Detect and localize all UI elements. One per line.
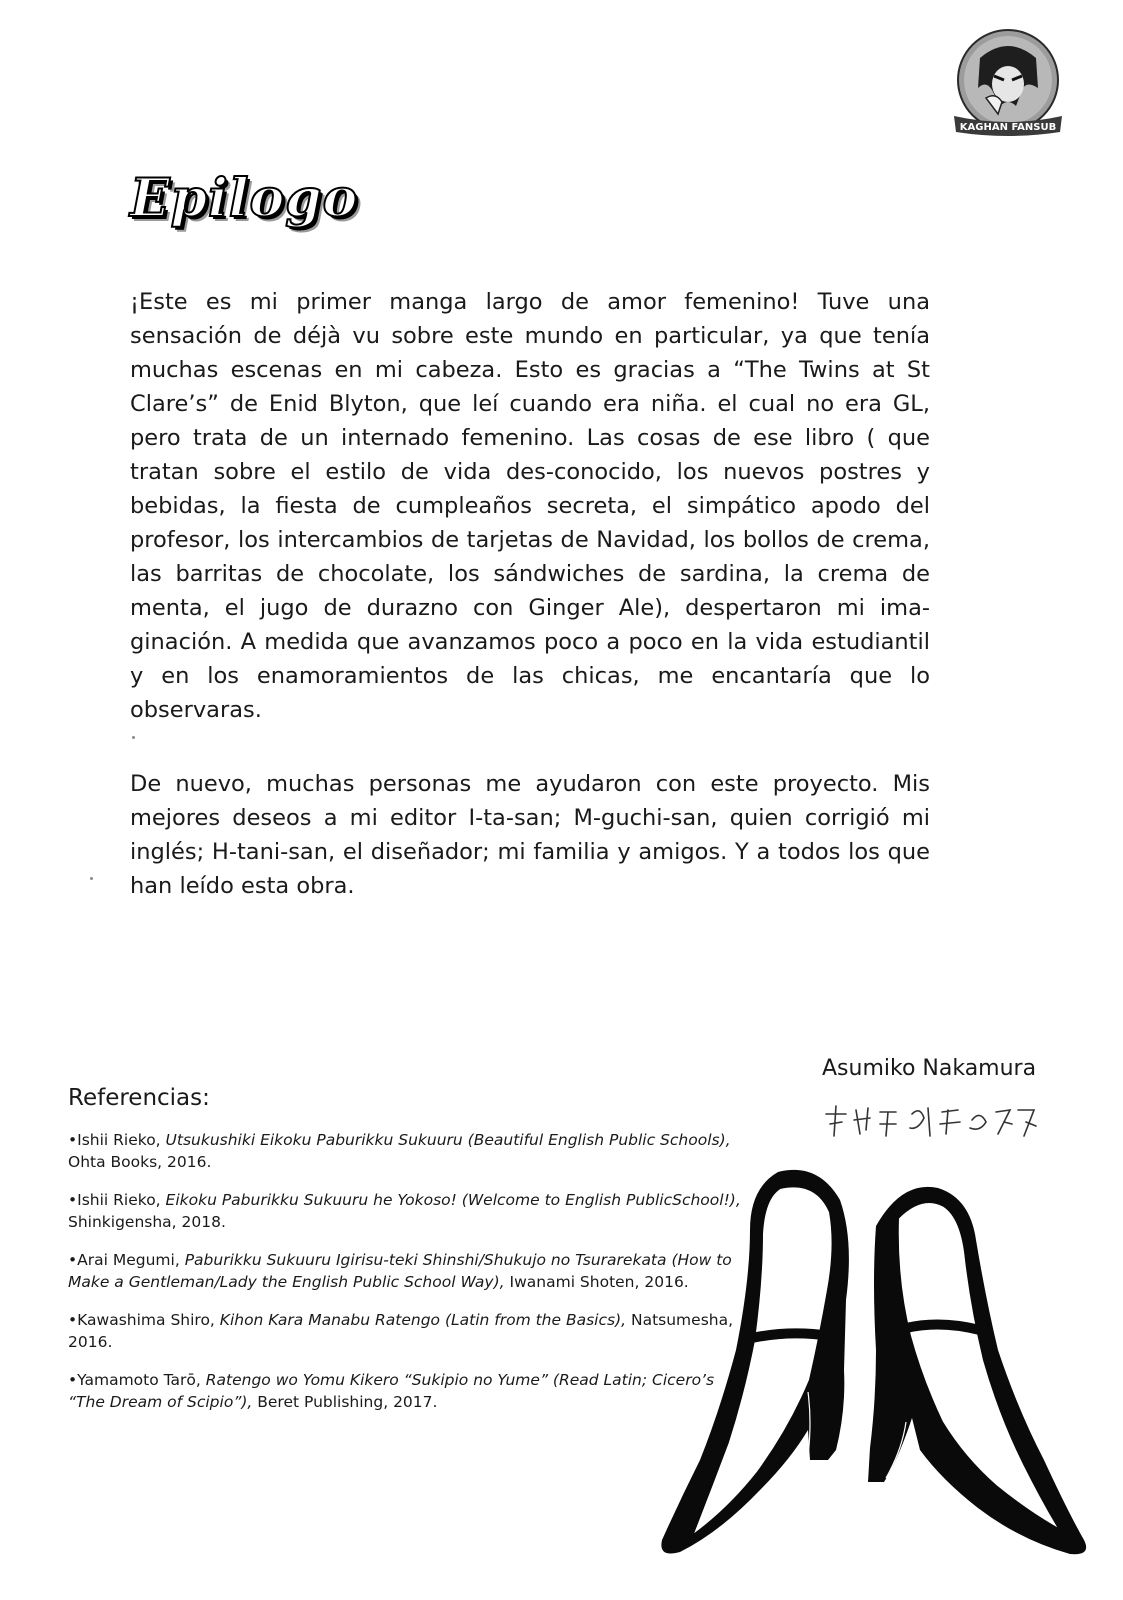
- reference-author: •Yamamoto Tarō,: [68, 1371, 206, 1389]
- speck: [90, 877, 93, 880]
- paragraph-1: ¡Este es mi primer manga largo de amor femenino! Tuve una sensación de déjà vu sobre este mundo en particular, ya que tenía muchas escenas en mi cabeza. Esto es gracias a “The Twins at St Clare’s” de Enid Blyton, que leí cuando era niña. el cual no era GL, pero trata de un internado femenino. Las cosas de ese libro ( que tratan sobre el estilo de vida des-conocido, los nuevos postres y bebidas, la fiesta de cumpleaños secreta, el simpático apodo del profesor, los intercambios de tarjetas de Navidad, los bollos de crema, las barritas de chocolate, los sándwiches de sardina, la crema de menta, el jugo de durazno con Ginger Ale), despertaron mi ima-ginación. A medida que avanzamos poco a poco en la vida estudiantil y en los enamoramientos de las chicas, me encantaría que lo observaras.: [130, 289, 930, 723]
- reference-title: Kihon Kara Manabu Ratengo (Latin from the Basics),: [219, 1311, 627, 1329]
- reference-publisher: Iwanami Shoten, 2016.: [504, 1273, 689, 1291]
- signature-icon: [820, 1100, 1040, 1144]
- paragraph-2: De nuevo, muchas personas me ayudaron con este proyecto. Mis mejores deseos a mi editor I-ta-san; M-guchi-san, quien corrigió mi inglés; H-tani-san, el diseñador; mi familia y amigos. Y a todos los que han leído esta obra.: [130, 771, 930, 899]
- scanlation-group-logo: [946, 28, 1070, 138]
- reference-title: Ratengo wo Yomu Kikero “Sukipio no Yume” (Read Latin; Cicero’s “The Dream of Scipio”),: [68, 1371, 715, 1411]
- page-title: Epilogo: [130, 168, 359, 229]
- reference-title: Utsukushiki Eikoku Paburikku Sukuuru (Beautiful English Public Schools),: [165, 1131, 731, 1149]
- logo-text: KAGHAN FANSUB: [959, 122, 1057, 133]
- reference-publisher: Shinkigensha, 2018.: [68, 1213, 226, 1231]
- reference-author: •Kawashima Shiro,: [68, 1311, 220, 1329]
- reference-author: •Ishii Rieko,: [68, 1131, 166, 1149]
- references-heading: Referencias:: [68, 1085, 210, 1111]
- reference-title: Paburikku Sukuuru Igirisu-teki Shinshi/Shukujo no Tsurarekata (How to Make a Gentleman/Lady the English Public School Way),: [68, 1251, 732, 1291]
- shoes-illustration: [640, 1160, 1110, 1560]
- reference-publisher: Beret Publishing, 2017.: [252, 1393, 438, 1411]
- shoes-icon: [640, 1160, 1110, 1560]
- reference-author: •Arai Megumi,: [68, 1251, 185, 1269]
- author-name: Asumiko Nakamura: [822, 1056, 1037, 1081]
- epilogue-body: [130, 285, 930, 903]
- speck: [132, 736, 135, 739]
- reference-publisher: Natsumesha, 2016.: [68, 1311, 734, 1351]
- reference-author: •Ishii Rieko,: [68, 1191, 166, 1209]
- reference-title: Eikoku Paburikku Sukuuru he Yokoso! (Welcome to English PublicSchool!),: [165, 1191, 741, 1209]
- logo-icon: [946, 28, 1070, 138]
- reference-publisher: Ohta Books, 2016.: [68, 1153, 212, 1171]
